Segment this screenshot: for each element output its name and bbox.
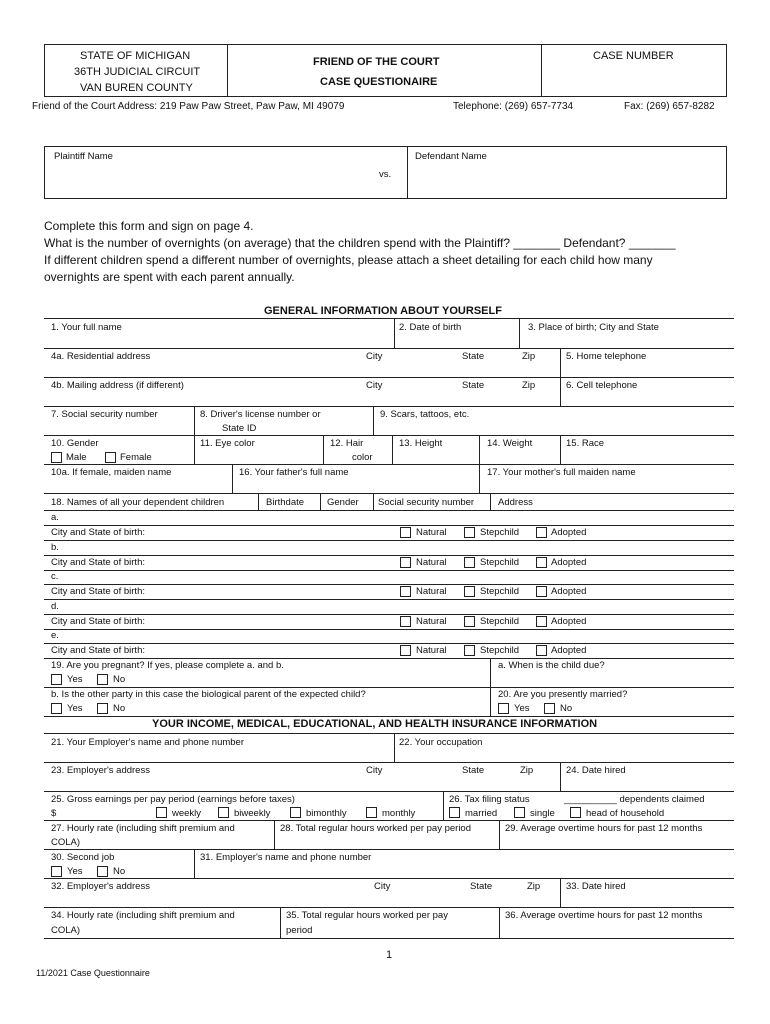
child-birthplace-label: City and State of birth: [51,586,145,597]
child-adopted-label: Adopted [551,616,587,627]
biological-yes-checkbox[interactable] [51,703,62,714]
child-stepchild-label: Stepchild [480,527,520,538]
child-row-letter: b. [51,542,59,553]
child-birthplace-label: City and State of birth: [51,645,145,656]
married-yes-checkbox[interactable] [498,703,509,714]
child-adopted-checkbox[interactable] [536,616,547,627]
drivers-license-label: 8. Driver's license number or [200,409,321,420]
hair-color-label: 12. Hair [330,438,364,449]
rule [44,525,734,526]
hourly-rate-label-2: COLA) [51,837,81,848]
rule [44,599,734,600]
divider [479,464,480,493]
rule [44,762,734,763]
divider [227,44,228,97]
child-adopted-checkbox[interactable] [536,645,547,656]
residential-city-label: City [366,351,383,362]
biological-no-label: No [113,703,126,714]
gender-label: 10. Gender [51,438,99,449]
biological-yes-label: Yes [67,703,83,714]
divider [232,464,233,493]
instruction-line-3: If different children spend a different number of overnights, please attach a sheet detailing for each child how many [44,253,653,267]
second-date-hired-label: 33. Date hired [566,881,626,892]
child-stepchild-checkbox[interactable] [464,527,475,538]
second-job-yes-label: Yes [67,866,83,877]
race-label: 15. Race [566,438,605,449]
married-status-label: married [465,808,498,819]
gender-male-checkbox[interactable] [51,452,62,463]
child-natural-label: Natural [416,645,447,656]
gender-female-label: Female [120,452,152,463]
divider [560,762,561,791]
child-row-letter: d. [51,601,59,612]
weekly-checkbox[interactable] [156,807,167,818]
divider [394,318,395,348]
rule [44,907,734,908]
gross-earnings-label: 25. Gross earnings per pay period (earnings before taxes) [51,794,295,805]
child-stepchild-checkbox[interactable] [464,586,475,597]
employer-address-label: 23. Employer's address [51,765,150,776]
rule [44,716,734,717]
second-job-yes-checkbox[interactable] [51,866,62,877]
pregnant-yes-checkbox[interactable] [51,674,62,685]
father-name-label: 16. Your father's full name [239,467,349,478]
divider [373,406,374,435]
agency-line-2: 36TH JUDICIAL CIRCUIT [74,66,201,78]
divider [560,348,561,406]
pregnant-no-label: No [113,674,126,685]
child-stepchild-label: Stepchild [480,616,520,627]
weight-label: 14. Weight [487,438,533,449]
children-names-header: 18. Names of all your dependent children [51,497,225,508]
divider [194,406,195,464]
eye-color-label: 11. Eye color [200,438,255,449]
monthly-label: monthly [382,808,416,819]
form-title: FRIEND OF THE COURT [313,56,440,68]
biological-parent-question: b. Is the other party in this case the biological parent of the expected child? [51,689,366,700]
court-address: Friend of the Court Address: 219 Paw Paw Street, Paw Paw, MI 49079 [32,101,345,112]
child-row-letter: c. [51,571,59,582]
employer-zip-label: Zip [520,765,534,776]
rule [44,614,734,615]
biweekly-label: biweekly [234,808,271,819]
head-of-household-checkbox[interactable] [570,807,581,818]
pregnant-yes-label: Yes [67,674,83,685]
child-stepchild-label: Stepchild [480,645,520,656]
mailing-city-label: City [366,380,383,391]
mother-maiden-name-label: 17. Your mother's full maiden name [487,467,636,478]
mailing-state-label: State [462,380,485,391]
rule [44,733,734,734]
residential-state-label: State [462,351,485,362]
child-natural-checkbox[interactable] [400,557,411,568]
child-stepchild-checkbox[interactable] [464,557,475,568]
divider [373,493,374,510]
overtime-hours-label: 29. Average overtime hours for past 12 months [505,823,703,834]
mailing-zip-label: Zip [522,380,536,391]
height-label: 13. Height [399,438,443,449]
general-section-title: GENERAL INFORMATION ABOUT YOURSELF [264,305,502,317]
child-birthplace-label: City and State of birth: [51,616,145,627]
rule [44,464,734,465]
divider [407,146,408,199]
employer-state-label: State [462,765,485,776]
full-name-label: 1. Your full name [51,322,122,333]
child-natural-label: Natural [416,616,447,627]
child-natural-label: Natural [416,586,447,597]
child-natural-checkbox[interactable] [400,527,411,538]
child-row-letter: a. [51,512,59,523]
married-no-label: No [560,703,573,714]
children-ssn-header: Social security number [378,497,475,508]
rule [44,406,734,407]
rule [44,584,734,585]
divider [194,849,195,878]
child-stepchild-checkbox[interactable] [464,616,475,627]
rule [44,493,734,494]
rule [44,570,734,571]
child-adopted-checkbox[interactable] [536,527,547,538]
divider [479,435,480,464]
date-hired-label: 24. Date hired [566,765,626,776]
form-id: 11/2021 Case Questionnaire [36,968,150,978]
rule [44,348,734,349]
head-of-household-label: head of household [586,808,665,819]
child-adopted-label: Adopted [551,645,587,656]
maiden-name-label: 10a. If female, maiden name [51,467,172,478]
pregnant-no-checkbox[interactable] [97,674,108,685]
rule [44,849,734,850]
case-number-label: CASE NUMBER [593,50,674,62]
second-employer-zip-label: Zip [527,881,541,892]
child-adopted-label: Adopted [551,557,587,568]
dependents-claimed-label: __________ dependents claimed [564,794,705,805]
divider [392,435,393,464]
divider [499,907,500,938]
divider [490,493,491,510]
divider [258,493,259,510]
divider [560,435,561,464]
child-adopted-checkbox[interactable] [536,586,547,597]
rule [44,687,734,688]
biological-no-checkbox[interactable] [97,703,108,714]
rule [44,540,734,541]
scars-tattoos-label: 9. Scars, tattoos, etc. [380,409,470,420]
page-number: 1 [386,949,393,961]
child-natural-label: Natural [416,557,447,568]
instruction-line-4: overnights are spent with each parent annually. [44,270,295,284]
gender-female-checkbox[interactable] [105,452,116,463]
married-question: 20. Are you presently married? [498,689,628,700]
dollar-sign: $ [51,808,57,819]
child-natural-label: Natural [416,527,447,538]
pregnant-question: 19. Are you pregnant? If yes, please complete a. and b. [51,660,284,671]
children-address-header: Address [498,497,533,508]
cell-telephone-label: 6. Cell telephone [566,380,638,391]
divider [394,733,395,762]
child-stepchild-label: Stepchild [480,586,520,597]
tax-filing-status-label: 26. Tax filing status [449,794,530,805]
place-of-birth-label: 3. Place of birth; City and State [528,322,659,333]
bimonthly-label: bimonthly [306,808,347,819]
rule [44,318,734,319]
regular-hours-label: 28. Total regular hours worked per pay period [280,823,471,834]
hourly-rate-label: 27. Hourly rate (including shift premium and [51,823,235,834]
hair-color-label-2: color [352,452,373,463]
child-adopted-label: Adopted [551,586,587,597]
vs-label: vs. [379,169,392,180]
single-status-label: single [530,808,555,819]
rule [44,555,734,556]
second-regular-hours-label-2: period [286,925,313,936]
instruction-line-1: Complete this form and sign on page 4. [44,219,254,233]
child-row-letter: e. [51,630,59,641]
second-hourly-rate-label: 34. Hourly rate (including shift premium and [51,910,235,921]
second-job-no-checkbox[interactable] [97,866,108,877]
child-natural-checkbox[interactable] [400,586,411,597]
employer-name-label: 21. Your Employer's name and phone number [51,737,244,748]
court-telephone: Telephone: (269) 657-7734 [453,101,574,112]
biweekly-checkbox[interactable] [218,807,229,818]
child-natural-checkbox[interactable] [400,645,411,656]
rule [44,938,734,939]
second-employer-name-label: 31. Employer's name and phone number [200,852,372,863]
bimonthly-checkbox[interactable] [290,807,301,818]
second-employer-city-label: City [374,881,391,892]
second-job-label: 30. Second job [51,852,115,863]
rule [44,435,734,436]
rule [44,878,734,879]
agency-line-1: STATE OF MICHIGAN [80,50,191,62]
drivers-license-label-2: State ID [222,423,257,434]
divider [320,493,321,510]
rule [44,377,734,378]
child-adopted-label: Adopted [551,527,587,538]
rule [44,510,734,511]
divider [274,820,275,849]
due-date-question: a. When is the child due? [498,660,605,671]
rule [44,820,734,821]
married-status-checkbox[interactable] [449,807,460,818]
second-hourly-rate-label-2: COLA) [51,925,81,936]
rule [44,658,734,659]
defendant-name-field[interactable] [410,164,724,196]
case-number-field[interactable] [542,64,726,96]
mailing-address-label: 4b. Mailing address (if different) [51,380,184,391]
divider [323,435,324,464]
second-employer-state-label: State [470,881,493,892]
weekly-label: weekly [172,808,202,819]
income-section-title: YOUR INCOME, MEDICAL, EDUCATIONAL, AND HEALTH INSURANCE INFORMATION [152,718,598,730]
plaintiff-name-field[interactable] [48,164,368,196]
second-job-no-label: No [113,866,126,877]
second-regular-hours-label: 35. Total regular hours worked per pay [286,910,448,921]
child-natural-checkbox[interactable] [400,616,411,627]
instruction-line-2: What is the number of overnights (on average) that the children spend with the Plaintiff? _______ Defendant? _______ [44,236,676,250]
divider [499,820,500,849]
divider [280,907,281,938]
children-gender-header: Gender [327,497,359,508]
rule [44,791,734,792]
child-birthplace-label: City and State of birth: [51,557,145,568]
single-status-checkbox[interactable] [514,807,525,818]
children-birthdate-header: Birthdate [266,497,305,508]
gender-male-label: Male [66,452,87,463]
plaintiff-label: Plaintiff Name [54,151,113,162]
form-subtitle: CASE QUESTIONAIRE [320,76,438,88]
second-overtime-hours-label: 36. Average overtime hours for past 12 months [505,910,703,921]
child-stepchild-label: Stepchild [480,557,520,568]
child-adopted-checkbox[interactable] [536,557,547,568]
married-no-checkbox[interactable] [544,703,555,714]
married-yes-label: Yes [514,703,530,714]
occupation-label: 22. Your occupation [399,737,483,748]
agency-line-3: VAN BUREN COUNTY [80,82,193,94]
employer-city-label: City [366,765,383,776]
divider [560,878,561,907]
court-fax: Fax: (269) 657-8282 [624,101,715,112]
home-telephone-label: 5. Home telephone [566,351,647,362]
defendant-label: Defendant Name [415,151,487,162]
rule [44,643,734,644]
second-employer-address-label: 32. Employer's address [51,881,150,892]
rule [44,629,734,630]
residential-address-label: 4a. Residential address [51,351,151,362]
monthly-checkbox[interactable] [366,807,377,818]
residential-zip-label: Zip [522,351,536,362]
divider [443,791,444,820]
date-of-birth-label: 2. Date of birth [399,322,462,333]
child-birthplace-label: City and State of birth: [51,527,145,538]
child-stepchild-checkbox[interactable] [464,645,475,656]
ssn-label: 7. Social security number [51,409,158,420]
divider [519,318,520,348]
